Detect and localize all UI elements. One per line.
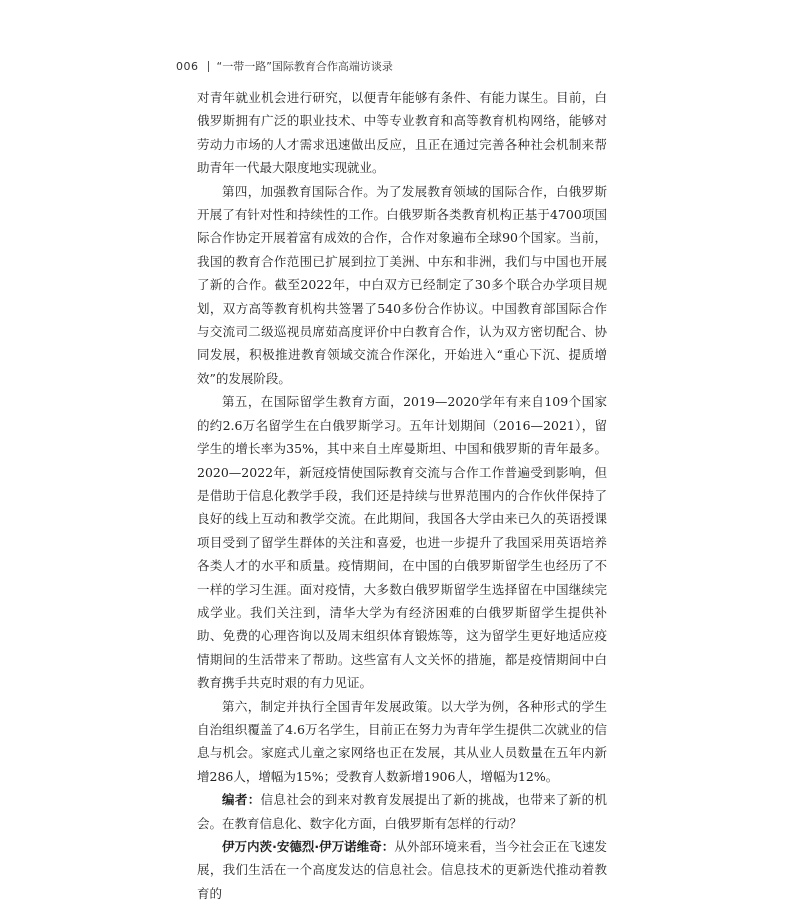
speaker-label: 编者：: [222, 792, 261, 808]
paragraph-3: [197, 390, 607, 694]
paragraph-text: 从外部环境来看，当今社会正在飞速发展，我们生活在一个高度发达的信息社会。信息技术的更新迭代推动着教育的: [197, 839, 607, 901]
speaker-label: 伊万内茨·安德烈·伊万诺维奇：: [222, 839, 395, 854]
paragraph-text: 第六，制定并执行全国青年发展政策。以大学为例，各种形式的学生自治组织覆盖了4.6万名学生，目前正在努力为青年学生提供二次就业的信息与机会。家庭式儿童之家网络也正在发展，其从业人员数量在五年内新增286人，增幅为15%；受教育人数新增1906人，增幅为12%。: [197, 698, 607, 784]
paragraph-text: 信息社会的到来对教育发展提出了新的挑战，也带来了新的机会。在教育信息化、数字化方面，白俄罗斯有怎样的行动？: [197, 792, 607, 831]
paragraph-text: 第五，在国际留学生教育方面，2019—2020学年有来自109个国家的约2.6万名留学生在白俄罗斯学习。五年计划期间（2016—2021），留学生的增长率为35%，其中来自土库曼斯坦、中国和俄罗斯的青年最多。2020—2022年，新冠疫情使国际教育交流与合作工作普遍受到影响，但是借助于信息化教学手段，我们还是持续与世界范围内的合作伙伴保持了良好的线上互动和教学交流。在此期间，我国各大学由来已久的英语授课项目受到了留学生群体的关注和喜爱，也进一步提升了我国采用英语培养各类人才的水平和质量。疫情期间，在中国的白俄罗斯留学生也经历了不一样的学习生涯。面对疫情，大多数白俄罗斯留学生选择留在中国继续完成学业。我们关注到，清华大学为有经济困难的白俄罗斯留学生提供补助、免费的心理咨询以及周末组织体育锻炼等，这为留学生更好地适应疫情期间的生活带来了帮助。这些富有人文关怀的措施，都是疫情期间中白教育携手共克时艰的有力见证。: [197, 394, 607, 691]
paragraph-text: 对青年就业机会进行研究，以便青年能够有条件、有能力谋生。目前，白俄罗斯拥有广泛的职业技术、中等专业教育和高等教育机构网络，能够对劳动力市场的人才需求迅速做出反应，且正在通过完善各种社会机制来帮助青年一代最大限度地实现就业。: [197, 90, 607, 176]
paragraph-2: [197, 180, 607, 391]
paragraph-editor-question: [197, 788, 607, 835]
body-text: [197, 86, 607, 905]
running-header: [176, 58, 393, 74]
header-divider: [208, 61, 209, 72]
paragraph-text: 第四，加强教育国际合作。为了发展教育领域的国际合作，白俄罗斯开展了有针对性和持续性的工作。白俄罗斯各类教育机构正基于4700项国际合作协定开展着富有成效的合作，合作对象遍布全球90个国家。当前，我国的教育合作范围已扩展到拉丁美洲、中东和非洲，我们与中国也开展了新的合作。截至2022年，中白双方已经制定了30多个联合办学项目规划，双方高等教育机构共签署了540多份合作协议。中国教育部国际合作与交流司二级巡视员席茹高度评价中白教育合作，认为双方密切配合、协同发展，积极推进教育领域交流合作深化，开始进入“重心下沉、提质增效”的发展阶段。: [197, 183, 607, 386]
paragraph-4: [197, 695, 607, 789]
page-number: 006: [176, 59, 199, 73]
book-title: “一带一路”国际教育合作高端访谈录: [216, 60, 393, 73]
paragraph-1: [197, 86, 607, 180]
paragraph-interviewee-answer: [197, 835, 607, 905]
